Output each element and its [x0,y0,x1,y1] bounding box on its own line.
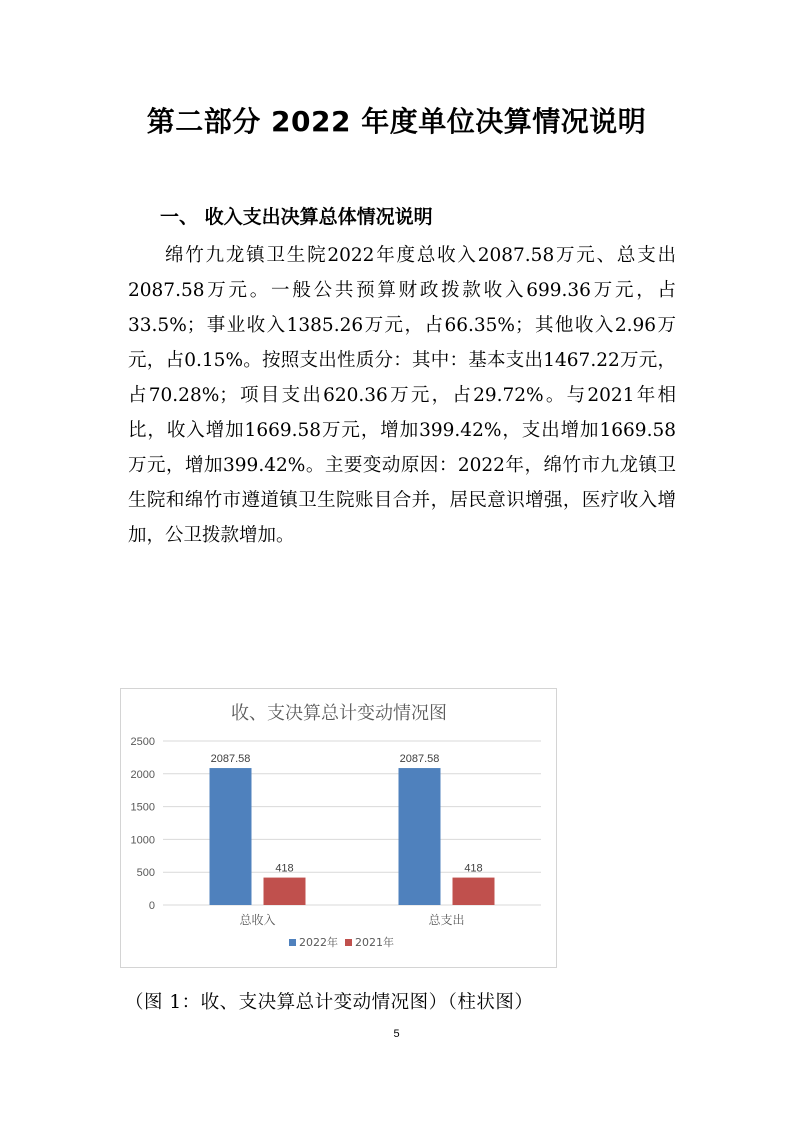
y-tick-label: 1000 [130,834,155,847]
legend-label: 2021年 [355,936,394,949]
data-label: 418 [464,862,483,875]
legend-label: 2022年 [299,936,338,949]
bar-series-b [453,878,495,905]
bar-series-b [264,878,306,905]
y-tick-label: 2000 [130,768,155,781]
y-tick-label: 2500 [130,736,155,748]
bar-series-a [399,768,441,905]
legend-swatch [345,939,352,946]
chart-title: 收、支决算总计变动情况图 [231,703,447,724]
data-label: 418 [275,862,294,875]
legend-swatch [289,939,296,946]
bar-series-a [210,768,252,905]
section-heading: 一、 收入支出决算总体情况说明 [160,206,433,228]
data-label: 2087.58 [399,753,440,766]
body-paragraph: 绵竹九龙镇卫生院2022年度总收入2087.58万元、总支出2087.58万元。一般公共预算财政拨款收入699.36万元，占33.5%；事业收入1385.26万元，占66.35%；其他收入2.96万元，占0.15%。按照支出性质分：其中：基本支出1467.22万元，占70.28%；项目支出620.36万元，占29.72%。与2021年相比，收入增加1669.58万元，增加399.42%，支出增加1669.58万元，增加399.42%。主要变动原因：2022年，绵竹市九龙镇卫生院和绵竹市遵道镇卫生院账目合并，居民意识增强，医疗收入增加，公卫拨款增加。 [128,245,676,546]
data-label: 2087.58 [210,753,251,766]
x-tick-label: 总支出 [428,913,465,927]
page-number: 5 [393,1028,400,1040]
y-tick-label: 0 [148,900,155,912]
bar-chart-canvas [121,689,556,967]
y-tick-label: 1500 [130,801,155,814]
x-tick-label: 总收入 [239,913,276,927]
bar-chart [120,688,557,968]
figure-caption: （图 1：收、支决算总计变动情况图）（柱状图） [125,992,534,1013]
y-tick-label: 500 [136,867,155,880]
page-title: 第二部分 2022 年度单位决算情况说明 [146,105,647,138]
